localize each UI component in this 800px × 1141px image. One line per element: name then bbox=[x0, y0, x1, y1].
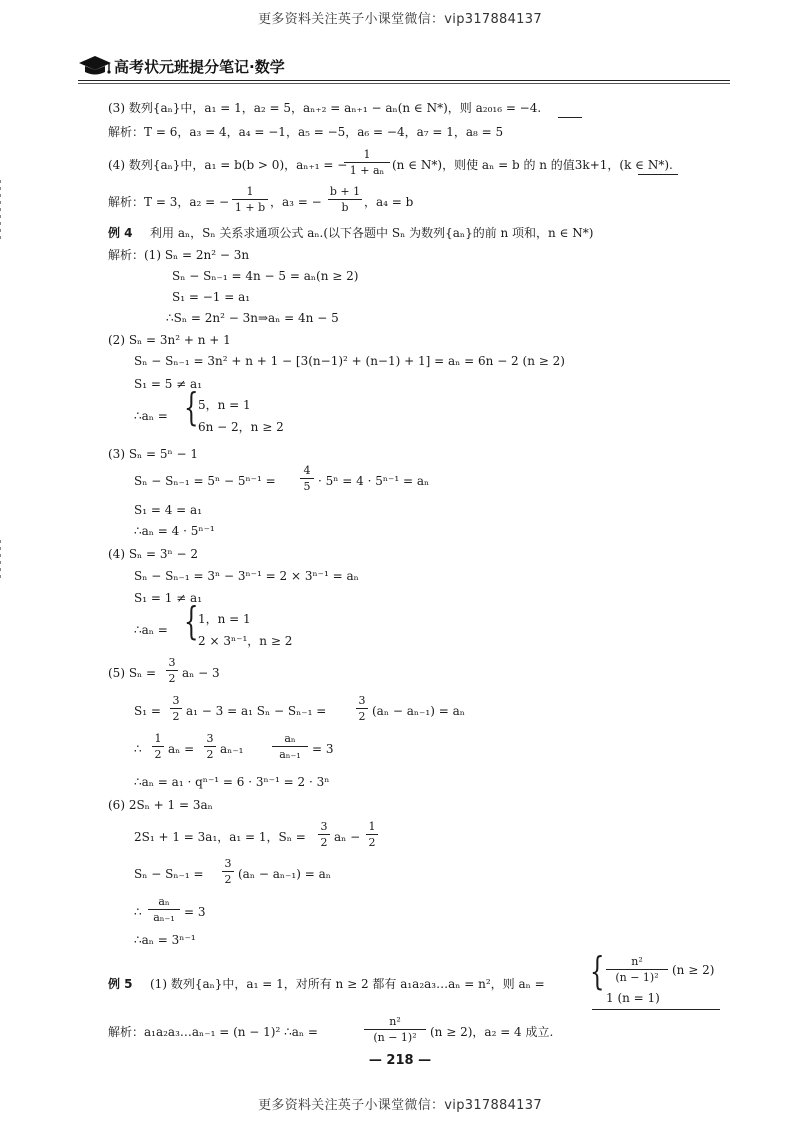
fraction: 3 2 bbox=[204, 732, 216, 761]
solution-line-cont: = 3 bbox=[184, 905, 206, 919]
case-line: 1，n = 1 bbox=[198, 612, 251, 626]
solution-line: S₁ = bbox=[134, 704, 161, 718]
page-number: — 218 — bbox=[368, 1053, 432, 1068]
running-header bbox=[78, 52, 730, 78]
solution-line: S₁ = 5 ≠ a₁ bbox=[134, 377, 202, 391]
solution-line: ∴aₙ = 3ⁿ⁻¹ bbox=[134, 933, 196, 947]
solution-line: ∴ bbox=[134, 742, 142, 756]
watermark-top: 更多资料关注英子小课堂微信：vip317884137 bbox=[258, 12, 542, 27]
case-line: 6n − 2，n ≥ 2 bbox=[198, 420, 284, 434]
solution-line-cont: a₁ − 3 = a₁ Sₙ − Sₙ₋₁ = bbox=[186, 704, 327, 718]
answer-underline bbox=[638, 174, 678, 175]
solution-line: Sₙ − Sₙ₋₁ = 4n − 5 = aₙ(n ≥ 2) bbox=[172, 269, 359, 283]
graduation-cap-icon bbox=[78, 54, 112, 76]
solution-line: ∴aₙ = 4 · 5ⁿ⁻¹ bbox=[134, 524, 215, 538]
solution-4-end: ，a₄ = b bbox=[364, 195, 414, 209]
answer-underline bbox=[558, 117, 582, 118]
solution-line: ∴Sₙ = 2n² − 3n⇒aₙ = 4n − 5 bbox=[166, 311, 339, 325]
example-label: 例 4 bbox=[108, 226, 133, 240]
fraction: aₙ aₙ₋₁ bbox=[272, 732, 308, 761]
fraction: 3 2 bbox=[318, 820, 330, 849]
solution-line-cont: = 3 bbox=[312, 742, 334, 756]
example-4-statement: 利用 aₙ，Sₙ 关系求通项公式 aₙ.(以下各题中 Sₙ 为数列{aₙ}的前 n 项和，n ∈ N*) bbox=[150, 226, 594, 240]
solution-line-cont: (aₙ − aₙ₋₁) = aₙ bbox=[372, 704, 465, 718]
solution-line-cont: aₙ − 3 bbox=[182, 666, 220, 680]
solution-line: S₁ = 4 = a₁ bbox=[134, 503, 202, 517]
case-line: 2 × 3ⁿ⁻¹，n ≥ 2 bbox=[198, 634, 293, 648]
solution-line: 2S₁ + 1 = 3a₁，a₁ = 1，Sₙ = bbox=[134, 830, 306, 844]
fraction: 3 2 bbox=[356, 694, 368, 723]
solution-line-cont: (n ≥ 2)，a₂ = 4 成立. bbox=[430, 1025, 554, 1039]
solution-line: 解析：a₁a₂a₃…aₙ₋₁ = (n − 1)² ∴aₙ = bbox=[108, 1025, 318, 1039]
problem-3: (3) 数列{aₙ}中，a₁ = 1，a₂ = 5，aₙ₊₂ = aₙ₊₁ − aₙ(n ∈ N*)，则 a₂₀₁₆ = −4. bbox=[108, 101, 542, 115]
example-5-statement: (1) 数列{aₙ}中，a₁ = 1，对所有 n ≥ 2 都有 a₁a₂a₃…aₙ = n²，则 aₙ = bbox=[150, 977, 545, 991]
solution-line: (5) Sₙ = bbox=[108, 666, 157, 680]
fraction: 3 2 bbox=[170, 694, 182, 723]
problem-4-cont: (n ∈ N*)，则使 aₙ = b 的 n 的值3k+1，(k ∈ N*). bbox=[392, 158, 673, 172]
solution-line: S₁ = −1 = a₁ bbox=[172, 290, 251, 304]
solution-line-cont: aₙ − bbox=[334, 830, 361, 844]
solution-line-cont: · 5ⁿ = 4 · 5ⁿ⁻¹ = aₙ bbox=[318, 474, 430, 488]
solution-line-cont: aₙ = bbox=[168, 742, 195, 756]
fraction: 4 5 bbox=[300, 464, 314, 493]
header-rule-thin bbox=[78, 83, 730, 84]
fraction: 3 2 bbox=[166, 656, 178, 685]
fraction: n² (n − 1)² bbox=[364, 1015, 426, 1044]
solution-line-cont: (aₙ − aₙ₋₁) = aₙ bbox=[238, 867, 331, 881]
solution-line: (3) Sₙ = 5ⁿ − 1 bbox=[108, 447, 199, 461]
brace: { bbox=[184, 385, 199, 429]
solution-line: (4) Sₙ = 3ⁿ − 2 bbox=[108, 547, 199, 561]
solution-line: (2) Sₙ = 3n² + n + 1 bbox=[108, 333, 231, 347]
solution-line: Sₙ − Sₙ₋₁ = 3ⁿ − 3ⁿ⁻¹ = 2 × 3ⁿ⁻¹ = aₙ bbox=[134, 569, 359, 583]
watermark-bottom: 更多资料关注英子小课堂微信：vip317884137 bbox=[258, 1098, 542, 1113]
solution-line: Sₙ − Sₙ₋₁ = 3n² + n + 1 − [3(n−1)² + (n−1) + 1] = aₙ = 6n − 2 (n ≥ 2) bbox=[134, 354, 565, 368]
solution-line: S₁ = 1 ≠ a₁ bbox=[134, 591, 202, 605]
fraction: 1 1 + aₙ bbox=[344, 148, 390, 177]
solution-line: (6) 2Sₙ + 1 = 3aₙ bbox=[108, 798, 213, 812]
brace: { bbox=[184, 599, 199, 643]
fraction: 1 2 bbox=[152, 732, 164, 761]
solution-line: 解析：(1) Sₙ = 2n² − 3n bbox=[108, 248, 250, 262]
case-line: 1 (n = 1) bbox=[606, 991, 660, 1005]
solution-line: ∴aₙ = bbox=[134, 623, 168, 637]
solution-line: Sₙ − Sₙ₋₁ = 5ⁿ − 5ⁿ⁻¹ = bbox=[134, 474, 276, 488]
solution-3: 解析：T = 6，a₃ = 4，a₄ = −1，a₅ = −5，a₆ = −4，a₇ = 1，a₈ = 5 bbox=[108, 125, 504, 139]
brace: { bbox=[590, 949, 605, 993]
solution-line: ∴ bbox=[134, 905, 142, 919]
fraction: b + 1 b bbox=[329, 185, 361, 214]
case-line: 5，n = 1 bbox=[198, 398, 251, 412]
fraction: 1 2 bbox=[366, 820, 378, 849]
solution-line-cont: aₙ₋₁ bbox=[220, 742, 244, 756]
fraction: 1 1 + b bbox=[232, 185, 268, 214]
fraction: 3 2 bbox=[222, 857, 234, 886]
solution-line: Sₙ − Sₙ₋₁ = bbox=[134, 867, 204, 881]
problem-4: (4) 数列{aₙ}中，a₁ = b(b > 0)，aₙ₊₁ = − bbox=[108, 158, 348, 172]
solution-line: ∴aₙ = bbox=[134, 409, 168, 423]
binding-mark bbox=[0, 540, 1, 580]
example-label: 例 5 bbox=[108, 977, 133, 991]
header-rule bbox=[78, 80, 730, 81]
solution-line: ∴aₙ = a₁ · qⁿ⁻¹ = 6 · 3ⁿ⁻¹ = 2 · 3ⁿ bbox=[134, 775, 330, 789]
header-title: 高考状元班提分笔记·数学 bbox=[114, 58, 285, 76]
answer-underline bbox=[592, 1009, 720, 1010]
binding-mark bbox=[0, 180, 1, 240]
fraction: aₙ aₙ₋₁ bbox=[148, 895, 180, 924]
fraction: n² (n − 1)² bbox=[606, 955, 668, 984]
solution-4-cont: ，a₃ = − bbox=[270, 195, 322, 209]
solution-4: 解析：T = 3，a₂ = − bbox=[108, 195, 230, 209]
case-condition: (n ≥ 2) bbox=[672, 963, 715, 977]
